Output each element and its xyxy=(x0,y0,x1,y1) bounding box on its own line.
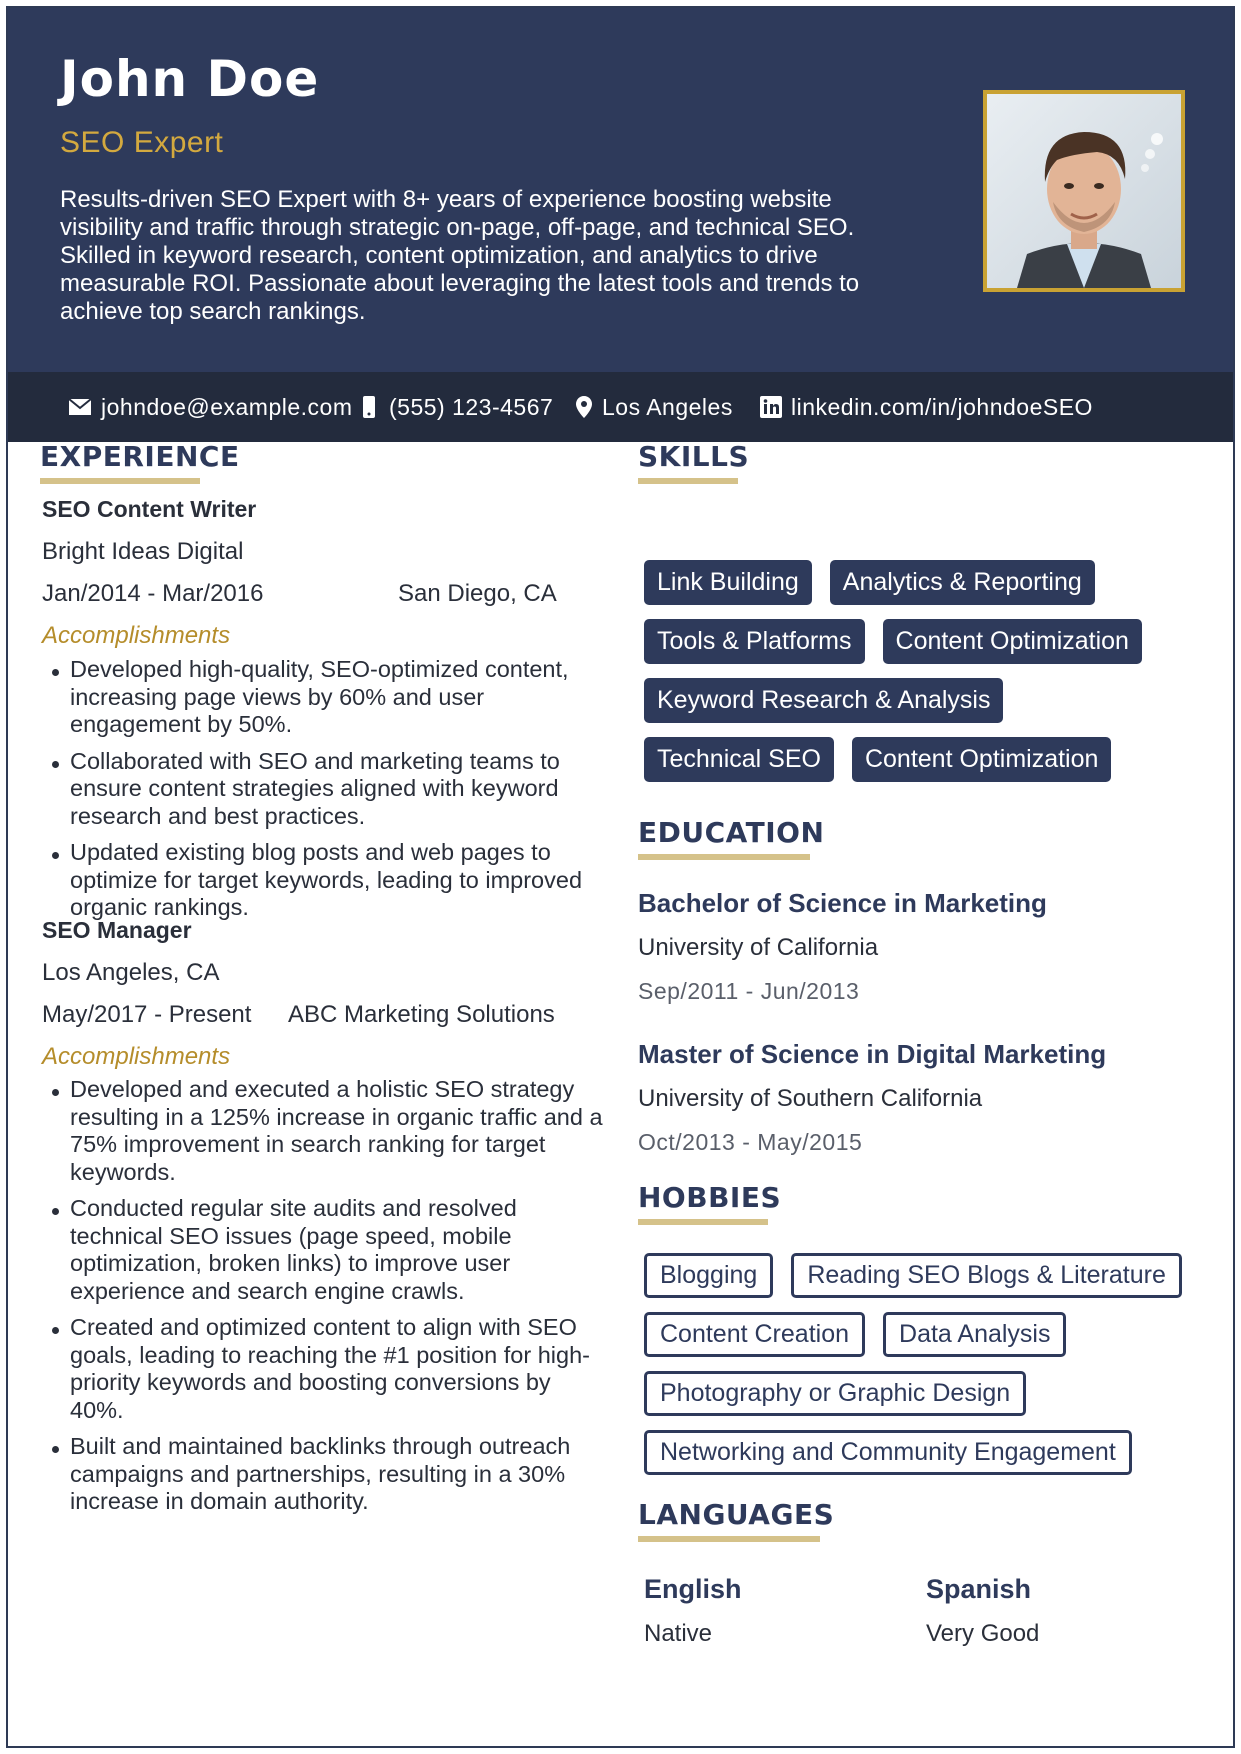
contact-location xyxy=(575,372,733,442)
contact-email[interactable] xyxy=(68,372,352,442)
skill-tag: Content Optimization xyxy=(852,737,1111,782)
skills-row xyxy=(644,737,1111,782)
list-item: Built and maintained backlinks through outreach campaigns and partnerships, resulting in a 30% increase in domain authority. xyxy=(42,1433,607,1516)
contact-bar xyxy=(8,372,1233,442)
phone-icon xyxy=(362,395,376,419)
list-item: Developed high-quality, SEO-optimized content, increasing page views by 60% and user engagement by 50%. xyxy=(42,656,607,739)
location-text: Los Angeles xyxy=(602,393,733,420)
list-item: Developed and executed a holistic SEO strategy resulting in a 125% increase in organic traffic and a 75% improvement in search ranking for target keywords. xyxy=(42,1076,607,1186)
accomplishments-list xyxy=(42,656,607,931)
hobby-tag: Data Analysis xyxy=(883,1312,1066,1357)
profile-summary: Results-driven SEO Expert with 8+ years of experience boosting website visibility and traffic through strategic on-page, off-page, and technical SEO. Skilled in keyword research, content optimization, and analytics to drive measurable ROI. Passionate about leveraging the latest tools and trends to achieve top search rankings. xyxy=(60,186,860,325)
contact-linkedin[interactable] xyxy=(760,372,1093,442)
skill-tag: Tools & Platforms xyxy=(644,619,865,664)
candidate-role: SEO Expert xyxy=(60,126,224,159)
hobby-tag: Reading SEO Blogs & Literature xyxy=(791,1253,1182,1298)
education-degree: Bachelor of Science in Marketing xyxy=(638,888,1047,918)
skill-tag: Content Optimization xyxy=(883,619,1142,664)
job-title: SEO Content Writer xyxy=(42,496,257,522)
language-level: Very Good xyxy=(926,1620,1040,1647)
skill-tag: Analytics & Reporting xyxy=(830,560,1095,605)
candidate-name: John Doe xyxy=(60,50,320,108)
hobby-tag: Blogging xyxy=(644,1253,773,1298)
hobby-tag: Content Creation xyxy=(644,1312,865,1357)
languages-underline xyxy=(638,1536,820,1542)
accomplishments-list xyxy=(42,1076,607,1525)
skills-row xyxy=(644,678,1003,723)
education-school: University of Southern California xyxy=(638,1085,983,1112)
hobbies-heading: HOBBIES xyxy=(638,1181,782,1214)
email-text: johndoe@example.com xyxy=(101,393,353,420)
education-underline xyxy=(638,854,810,860)
accomplishments-label: Accomplishments xyxy=(42,622,231,649)
hobbies-row xyxy=(644,1253,1182,1298)
hobby-tag: Networking and Community Engagement xyxy=(644,1430,1132,1475)
job-location: Los Angeles, CA xyxy=(42,959,220,986)
phone-text: (555) 123-4567 xyxy=(389,393,554,420)
hobbies-row xyxy=(644,1430,1132,1475)
envelope-icon xyxy=(68,398,92,416)
list-item: Updated existing blog posts and web pages to optimize for target keywords, leading to improved organic rankings. xyxy=(42,839,607,922)
job-company: ABC Marketing Solutions xyxy=(288,1001,555,1028)
skills-heading: SKILLS xyxy=(638,440,750,473)
experience-heading: EXPERIENCE xyxy=(40,440,240,473)
linkedin-text: linkedin.com/in/johndoeSEO xyxy=(791,393,1093,420)
hobbies-row xyxy=(644,1312,1066,1357)
resume-header xyxy=(8,8,1233,372)
linkedin-icon xyxy=(760,396,782,418)
skill-tag: Keyword Research & Analysis xyxy=(644,678,1003,723)
hobbies-underline xyxy=(638,1219,768,1225)
job-location: San Diego, CA xyxy=(398,580,557,607)
skills-underline xyxy=(638,478,738,484)
location-pin-icon xyxy=(575,395,593,419)
language-name: Spanish xyxy=(926,1574,1032,1604)
job-title: SEO Manager xyxy=(42,917,192,943)
language-name: English xyxy=(644,1574,742,1604)
skills-row xyxy=(644,619,1142,664)
job-company: Bright Ideas Digital xyxy=(42,538,244,565)
portrait-image xyxy=(987,94,1181,288)
profile-photo xyxy=(983,90,1185,292)
languages-heading: LANGUAGES xyxy=(638,1498,835,1531)
contact-phone[interactable] xyxy=(362,372,553,442)
job-dates: Jan/2014 - Mar/2016 xyxy=(42,580,264,607)
education-school: University of California xyxy=(638,934,879,961)
list-item: Conducted regular site audits and resolved technical SEO issues (page speed, mobile optimization, broken links) to improve user experience and search engine crawls. xyxy=(42,1195,607,1305)
hobby-tag: Photography or Graphic Design xyxy=(644,1371,1026,1416)
resume-page xyxy=(6,6,1235,1748)
education-heading: EDUCATION xyxy=(638,816,825,849)
skill-tag: Link Building xyxy=(644,560,812,605)
experience-underline xyxy=(40,478,200,484)
education-degree: Master of Science in Digital Marketing xyxy=(638,1039,1107,1069)
list-item: Collaborated with SEO and marketing teams to ensure content strategies aligned with keyword research and best practices. xyxy=(42,748,607,831)
language-level: Native xyxy=(644,1620,713,1647)
skills-row xyxy=(644,560,1095,605)
education-dates: Oct/2013 - May/2015 xyxy=(638,1129,863,1155)
accomplishments-label: Accomplishments xyxy=(42,1043,231,1070)
list-item: Created and optimized content to align with SEO goals, leading to reaching the #1 position for high-priority keywords and boosting conversions by 40%. xyxy=(42,1314,607,1424)
education-dates: Sep/2011 - Jun/2013 xyxy=(638,978,860,1004)
job-dates: May/2017 - Present xyxy=(42,1001,252,1028)
skill-tag: Technical SEO xyxy=(644,737,834,782)
hobbies-row xyxy=(644,1371,1026,1416)
